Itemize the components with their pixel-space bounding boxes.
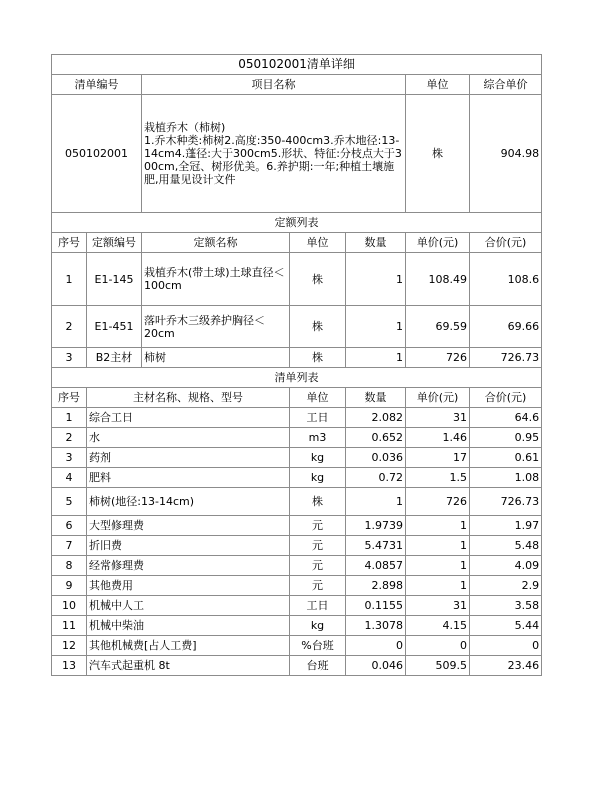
material-unit: 台班 xyxy=(290,656,346,676)
material-name: 机械中柴油 xyxy=(87,616,290,636)
material-unit: 工日 xyxy=(290,596,346,616)
material-seq: 5 xyxy=(52,488,87,516)
material-total: 3.58 xyxy=(470,596,542,616)
bill-code: 050102001 xyxy=(52,95,142,213)
quota-name: 栽植乔木(带土球)土球直径＜100cm xyxy=(142,253,290,306)
material-unit: 元 xyxy=(290,536,346,556)
material-qty: 0 xyxy=(346,636,406,656)
material-total-header: 合价(元) xyxy=(470,388,542,408)
bill-name-line1: 栽植乔木（柿树) xyxy=(144,121,226,134)
material-unit: 元 xyxy=(290,516,346,536)
material-qty: 1.9739 xyxy=(346,516,406,536)
material-unit: 株 xyxy=(290,488,346,516)
quota-name: 落叶乔木三级养护胸径＜20cm xyxy=(142,306,290,348)
material-qty: 0.72 xyxy=(346,468,406,488)
material-total: 1.97 xyxy=(470,516,542,536)
material-seq: 6 xyxy=(52,516,87,536)
material-total: 0.61 xyxy=(470,448,542,468)
material-seq: 12 xyxy=(52,636,87,656)
quota-name-header: 定额名称 xyxy=(142,233,290,253)
material-qty: 2.898 xyxy=(346,576,406,596)
bill-header-row xyxy=(52,75,542,95)
material-price: 1 xyxy=(406,556,470,576)
material-total: 726.73 xyxy=(470,488,542,516)
material-price: 31 xyxy=(406,408,470,428)
bill-row xyxy=(52,95,542,213)
material-unit: m3 xyxy=(290,428,346,448)
quota-seq: 2 xyxy=(52,306,87,348)
material-price: 1 xyxy=(406,536,470,556)
quota-header-row xyxy=(52,233,542,253)
quota-row xyxy=(52,253,542,306)
bill-price: 904.98 xyxy=(470,95,542,213)
quota-price: 108.49 xyxy=(406,253,470,306)
material-seq: 8 xyxy=(52,556,87,576)
material-total: 4.09 xyxy=(470,556,542,576)
material-seq-header: 序号 xyxy=(52,388,87,408)
quota-seq: 3 xyxy=(52,348,87,368)
quota-row xyxy=(52,348,542,368)
material-row xyxy=(52,408,542,428)
quota-qty: 1 xyxy=(346,348,406,368)
quota-section-title: 定额列表 xyxy=(52,213,542,233)
material-qty-header: 数量 xyxy=(346,388,406,408)
material-name: 药剂 xyxy=(87,448,290,468)
material-total: 5.44 xyxy=(470,616,542,636)
material-total: 1.08 xyxy=(470,468,542,488)
material-name: 大型修理费 xyxy=(87,516,290,536)
material-unit-header: 单位 xyxy=(290,388,346,408)
material-rows xyxy=(52,408,542,676)
material-seq: 7 xyxy=(52,536,87,556)
material-price: 4.15 xyxy=(406,616,470,636)
material-qty: 1.3078 xyxy=(346,616,406,636)
material-qty: 0.036 xyxy=(346,448,406,468)
material-row xyxy=(52,488,542,516)
quota-section-row xyxy=(52,213,542,233)
bill-price-header: 综合单价 xyxy=(470,75,542,95)
quota-qty-header: 数量 xyxy=(346,233,406,253)
material-total: 0.95 xyxy=(470,428,542,448)
material-name: 其他机械费[占人工费] xyxy=(87,636,290,656)
material-total: 0 xyxy=(470,636,542,656)
material-row xyxy=(52,596,542,616)
material-qty: 4.0857 xyxy=(346,556,406,576)
material-name: 柿树(地径:13-14cm) xyxy=(87,488,290,516)
material-row xyxy=(52,536,542,556)
material-price: 0 xyxy=(406,636,470,656)
material-qty: 0.1155 xyxy=(346,596,406,616)
material-total: 5.48 xyxy=(470,536,542,556)
material-seq: 13 xyxy=(52,656,87,676)
material-row xyxy=(52,576,542,596)
material-price-header: 单价(元) xyxy=(406,388,470,408)
quota-code: B2主材 xyxy=(87,348,142,368)
material-name: 其他费用 xyxy=(87,576,290,596)
material-seq: 1 xyxy=(52,408,87,428)
bill-detail-table xyxy=(51,54,542,676)
material-price: 509.5 xyxy=(406,656,470,676)
bill-code-header: 清单编号 xyxy=(52,75,142,95)
material-row xyxy=(52,556,542,576)
material-price: 1 xyxy=(406,576,470,596)
material-seq: 11 xyxy=(52,616,87,636)
material-total: 23.46 xyxy=(470,656,542,676)
material-name: 综合工日 xyxy=(87,408,290,428)
material-name: 水 xyxy=(87,428,290,448)
material-row xyxy=(52,516,542,536)
quota-code: E1-145 xyxy=(87,253,142,306)
material-unit: kg xyxy=(290,468,346,488)
material-row xyxy=(52,448,542,468)
quota-unit: 株 xyxy=(290,253,346,306)
material-name: 机械中人工 xyxy=(87,596,290,616)
material-seq: 10 xyxy=(52,596,87,616)
quota-total-header: 合价(元) xyxy=(470,233,542,253)
material-total: 64.6 xyxy=(470,408,542,428)
material-row xyxy=(52,616,542,636)
material-price: 17 xyxy=(406,448,470,468)
material-qty: 0.652 xyxy=(346,428,406,448)
material-qty: 5.4731 xyxy=(346,536,406,556)
quota-total: 726.73 xyxy=(470,348,542,368)
materials-section-title: 清单列表 xyxy=(52,368,542,388)
material-qty: 2.082 xyxy=(346,408,406,428)
material-price: 726 xyxy=(406,488,470,516)
material-unit: 元 xyxy=(290,556,346,576)
quota-price: 69.59 xyxy=(406,306,470,348)
title-row xyxy=(52,55,542,75)
quota-unit: 株 xyxy=(290,306,346,348)
quota-seq-header: 序号 xyxy=(52,233,87,253)
material-row xyxy=(52,656,542,676)
quota-qty: 1 xyxy=(346,253,406,306)
material-qty: 0.046 xyxy=(346,656,406,676)
bill-description xyxy=(142,95,406,213)
material-unit: 元 xyxy=(290,576,346,596)
material-row xyxy=(52,636,542,656)
material-name-header: 主材名称、规格、型号 xyxy=(87,388,290,408)
material-unit: 工日 xyxy=(290,408,346,428)
material-row xyxy=(52,428,542,448)
bill-name-header: 项目名称 xyxy=(142,75,406,95)
material-seq: 9 xyxy=(52,576,87,596)
material-name: 肥料 xyxy=(87,468,290,488)
quota-row xyxy=(52,306,542,348)
material-seq: 2 xyxy=(52,428,87,448)
quota-price: 726 xyxy=(406,348,470,368)
material-name: 汽车式起重机 8t xyxy=(87,656,290,676)
materials-section-row xyxy=(52,368,542,388)
bill-name-details: 1.乔木种类:柿树2.高度:350-400cm3.乔木地径:13-14cm4.蓬径:大于300cm5.形状、特征:分枝点大于300cm,全冠、树形优美。6.养护期:一年;种植土壤施肥,用量见设计文件 xyxy=(144,134,402,186)
quota-unit: 株 xyxy=(290,348,346,368)
sheet-title: 050102001清单详细 xyxy=(52,55,542,75)
material-qty: 1 xyxy=(346,488,406,516)
quota-unit-header: 单位 xyxy=(290,233,346,253)
material-price: 31 xyxy=(406,596,470,616)
material-name: 折旧费 xyxy=(87,536,290,556)
quota-name: 柿树 xyxy=(142,348,290,368)
material-seq: 4 xyxy=(52,468,87,488)
materials-header-row xyxy=(52,388,542,408)
material-row xyxy=(52,468,542,488)
quota-total: 69.66 xyxy=(470,306,542,348)
quota-seq: 1 xyxy=(52,253,87,306)
material-price: 1.46 xyxy=(406,428,470,448)
material-price: 1 xyxy=(406,516,470,536)
material-name: 经常修理费 xyxy=(87,556,290,576)
material-unit: kg xyxy=(290,448,346,468)
material-seq: 3 xyxy=(52,448,87,468)
material-unit: %台班 xyxy=(290,636,346,656)
quota-code: E1-451 xyxy=(87,306,142,348)
quota-code-header: 定额编号 xyxy=(87,233,142,253)
material-price: 1.5 xyxy=(406,468,470,488)
material-total: 2.9 xyxy=(470,576,542,596)
quota-total: 108.6 xyxy=(470,253,542,306)
quota-price-header: 单价(元) xyxy=(406,233,470,253)
quota-qty: 1 xyxy=(346,306,406,348)
material-unit: kg xyxy=(290,616,346,636)
bill-unit-header: 单位 xyxy=(406,75,470,95)
bill-unit: 株 xyxy=(406,95,470,213)
